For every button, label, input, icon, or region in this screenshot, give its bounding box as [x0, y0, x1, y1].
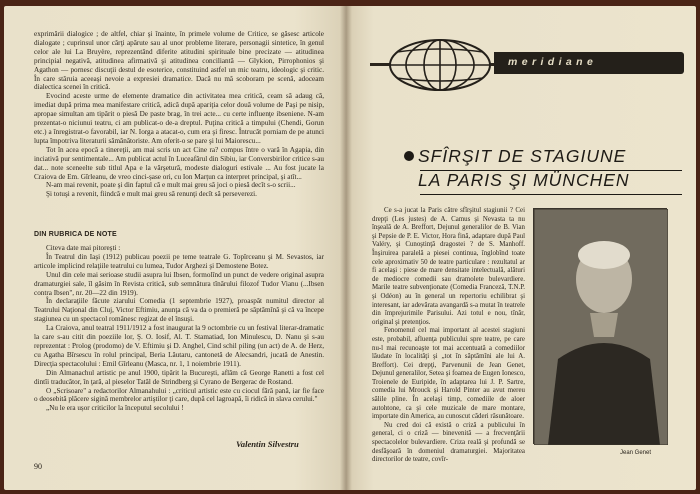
- book-gutter: [340, 6, 352, 490]
- paragraph: Tot în acea epocă a tinereţii, am mai scris un act Cine ra? compus între o vară în Agapia, din inciativă pur sentimentale... Am publicat actul în Luceafărul din Sibiu, iar Conversbirilor critice s-au dat... note sceneelte sub titlul Apa e la vărşetură, modeste dialoguri estivale ... Au fost jucate la Craiova de Em. Gîrleanu, de vreo cinci-șase ori, cu Ion Marțun ca interpret principal, şi atît...: [34, 145, 324, 181]
- note-paragraph: O „Scrisoare" a redactorilor Almanahului : „criticul artistic este cu ciocul fără pană, iar fie face o deosebită plăcere sigină membrelor artiştilor ţi care, după cel lagroapă, îi ridică in slava cerului.": [34, 386, 324, 404]
- notes-body: [34, 244, 324, 413]
- note-paragraph: „Nu le era ușor criticilor la începutul secolului !: [46, 404, 184, 413]
- author-signature: Valentin Silvestru: [236, 439, 299, 449]
- portrait-figure-icon: [534, 209, 668, 445]
- headline-rule: [420, 194, 682, 195]
- paragraph: Nu cred doi că există o criză a publicului în general, ci o criză — binevenită — a frecvenţării spectacolelor bulevardiere. Criza reală şi profundă se desfăşoară în domeniul dramaturgiei. Majoritatea directorilor de teatre, covîr-: [372, 421, 525, 464]
- note-paragraph: Din Almanachul artistic pe anul 1900, tipărit la Bucureşti, aflăm că George Ranetti a fost cel dintîi traducător, în ţară, al pieselor Tatăl de Strindberg şi Cyrano de Bergerac de Rostand.: [34, 368, 324, 386]
- photo-caption: Jean Genet: [620, 450, 652, 456]
- note-paragraph: În declaraţiile făcute ziarului Comedia (1 septembrie 1927), proaspăt numitul director al Teatrului Naţional din Cluj, Victor Eftimiu, anunţa că va da o premieră pe săptămînă şi că va începe stagiunea cu un spectacol românesc regizat de el însuşi.: [34, 297, 324, 324]
- paragraph: Fenomenul cel mai important al acestei stagiuni este, probabil, afluenţa publicului spre teatre, pe care nu-l mai recunoaşte tot mai accentuată a comediilor lăudate în localităţi şi „tot în săptămîni ale lui A. Breffort). Cei drepţi, Parvenunii de Jean Genet, Dejunul generalilor, Setea şi foamea de Eugen Ionesco, Troienele de Euripide, în adaptarea lui J. P. Sartre, comedia lui Mrouck şi Harold Pinter au avut mereu sălile pline. În acelaşi timp, comediile de aloer autohtone, ca şi cele muzicale de mare montare, importate din America, au cunoscut căderi răsunătoare.: [372, 327, 525, 421]
- globe-icon: [388, 38, 492, 92]
- left-page-body: [34, 30, 324, 199]
- note-paragraph: La Craiova, anul teatral 1911/1912 a fost inaugurat la 9 octombrie cu un festival literar-dramatic la care s-au citit din poeziile lor, Ş. O. Iosif, Al. T. Stamatiad, Ion Minulescu, D. Nanu şi s-au reprezentat : Prolog (prodomo) de V. Eftimiu şi D. Anghel, Cind schil piling (un act) de A. de Herz, cu Agatha Bîrsescu în rolul principal, Beria Lăutaru, cantonetă de Alecsandri, jucată de Anestin. Direcţia spectacolului : Emil Gîrleanu (Masca, nr. 1, 1 noiembrie 1911).: [34, 324, 324, 368]
- portrait-photo: [533, 208, 667, 444]
- page-number: 90: [34, 462, 42, 471]
- note-paragraph: În Teatrul din Iaşi (1912) publicau poezii pe teme teatrale G. Topîrceanu şi M. Sevastos, iar articole implicind relaţiile teatrului cu lumea, Tudor Arghezi şi Demostene Botez.: [34, 252, 324, 270]
- note-paragraph: Unul din cele mai serioase studii asupra lui Ibsen, formolînd un punct de vedere original asupra dramaturgiei sale, îl găsim în Revista critică, sub semnătura tînărului filozof Tudor Vianu (...Ibsen contra Ibsen", nr. 20—22 din 1919).: [34, 270, 324, 297]
- article-headline: [418, 146, 630, 190]
- section-banner-text: meridiane: [508, 56, 598, 68]
- headline-line: LA PARIS ŞI MÜNCHEN: [418, 170, 630, 190]
- section-title: DIN RUBRICA DE NOTE: [34, 231, 117, 238]
- note-paragraph: Citeva date mai pitoreşti :: [46, 244, 121, 252]
- paragraph: N-am mai revenit, poate şi din faptul că e mult mai greu să joci o piesă decît s-o scrii...: [46, 181, 296, 190]
- headline-bullet-icon: [404, 151, 414, 161]
- paragraph: exprimării dialogice ; de altfel, chiar şi înainte, în primele volume de Critice, se găsesc articole dialogate ; cuprinsul unor cărţi apărute sau al unor probleme literare, personagii sintetice, în genul celor ale lui La Bruyère, reprezentând diferite atitudini spirituale bine precizate — atitudinea principial negativă, atitudinea afirmativă şi atitudinea conciliantă — Glykion, Pirrophonios şi Agathon — pornesc discuţii destul de esoterice, constituind astfel un mic teatru, ideologic şi critic. În care stăruia aceeaşi nevoie a expresiei dramatice. Dacă nu mă scoboram pe scenă, adoceam dialectica scenei în critică.: [34, 30, 324, 92]
- article-body: [372, 207, 525, 465]
- paragraph: Evocind aceste urme de elemente dramatice din activitatea mea critică, ceam să adaug că, imediat după prima mea manifestare critică, adică după apariţia celor două volume de Paşi pe nisip, apropae simultan am tipărit o piesă De paste brag, în trei acte... cu certe influenţe ibseniene. N-am prezentat-o niciunui teatru, ci am publicat-o de-a dreptul. Puţina critică a timpului (Chendi, Gorun etc.) a înregistrat-o favorabil, iar N. Iorga a atacat-o, cum era şi firesc. Întrucât porniam de pe atunci lupta împotriva literaturii sămănătoriste. Am oferit-o se pare şi lui Maiorescu...: [34, 92, 324, 145]
- paragraph: Ce s-a jucat la Paris către sfîrşitul stagiunii ? Cei drepţi (Les justes) de A. Camus şi Nevasta ta nu înşeală de A. Breffort, Dejunul generalilor de B. Vian şi Pepsie de P. E. Victor, Hora fină, adaptare după Paul Valéry, şi Cunoştinţă dragostei ? de S. Manhoff. Înşiruirea paralelă a piesei continua, înglobînd toate cele aproximativ 50 de teatre particulare : rezultatul ar fi acelaşi : piese de mare densitate intelectuală, alături de mediocre comedii sau dramolete bulevardiere. Marile teatre subvenţionate (Comedia Franceză, T.N.P. şi Odéon) au în general un repertoriu echilibrat şi interesant, iar adevărata avangardă s-a mutat în teatrele din împrejurimile Parisului. Azi totul e nou, tînăr, original şi pretenţios.: [372, 207, 525, 326]
- paragraph: Şi totuşi a revenit, fiindcă e mult mai greu să renunţi decît să perseverezi.: [46, 190, 257, 199]
- headline-line: SFÎRŞIT DE STAGIUNE: [418, 146, 627, 166]
